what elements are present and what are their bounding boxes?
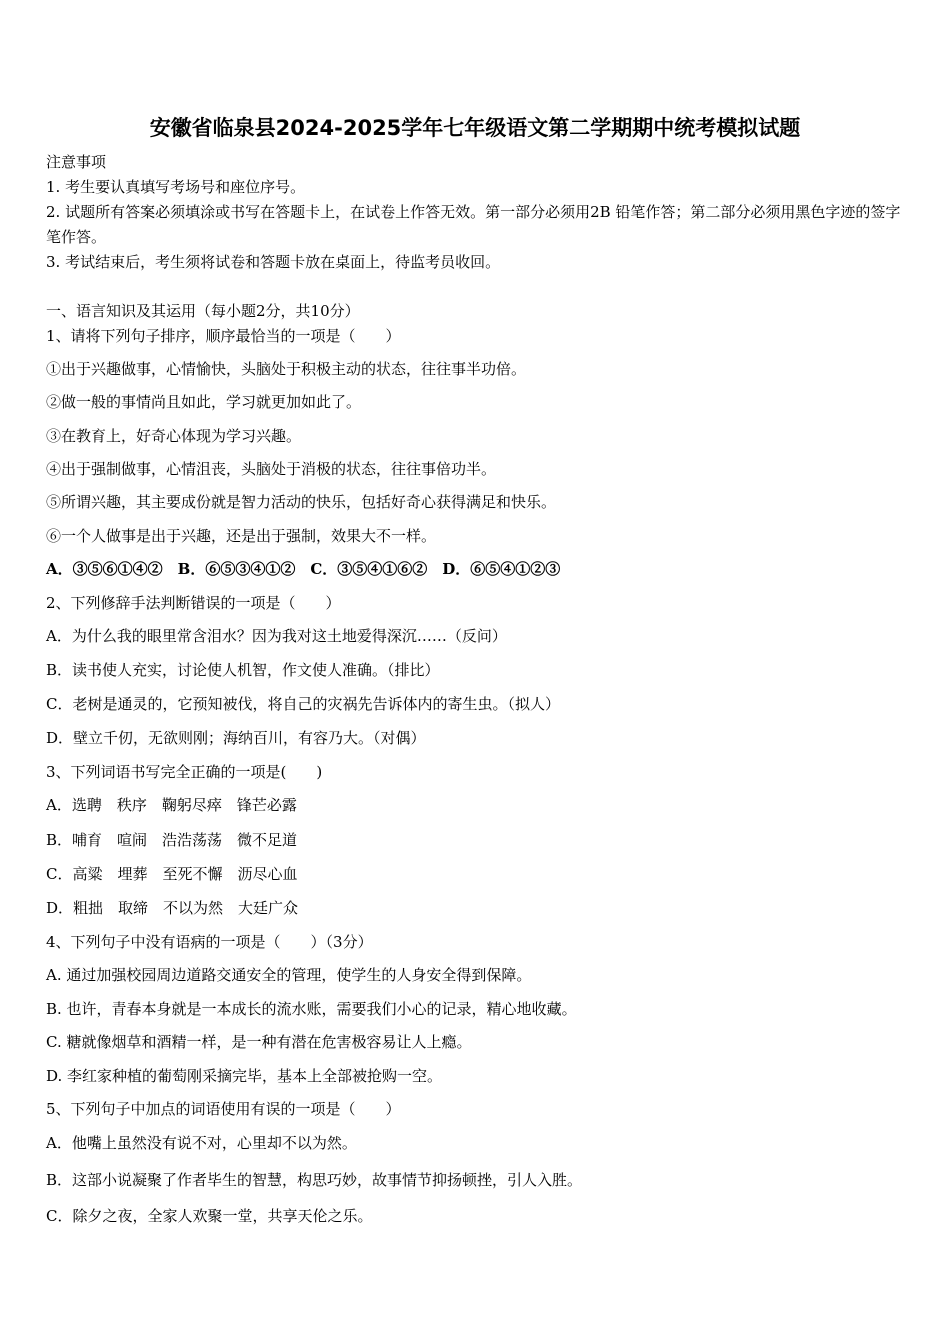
notice-item: 1. 考生要认真填写考场号和座位序号。 <box>46 178 306 196</box>
option-item: A．选聘 秩序 鞠躬尽瘁 锋芒必露 <box>46 796 297 814</box>
notice-heading: 注意事项 <box>46 153 107 171</box>
sentence-item: ⑤所谓兴趣，其主要成份就是智力活动的快乐，包括好奇心获得满足和快乐。 <box>46 493 557 511</box>
sentence-item: ④出于强制做事，心情沮丧，头脑处于消极的状态，往往事倍功半。 <box>46 460 497 478</box>
page-title: 安徽省临泉县2024-2025学年七年级语文第二学期期中统考模拟试题 <box>149 116 801 140</box>
sentence-item: ⑥一个人做事是出于兴趣，还是出于强制，效果大不一样。 <box>46 527 437 545</box>
question-stem: 2、下列修辞手法判断错误的一项是（ ） <box>46 594 341 612</box>
option-item: D．壁立千仞，无欲则刚；海纳百川，有容乃大。（对偶） <box>46 729 426 747</box>
question-stem: 3、下列词语书写完全正确的一项是( ) <box>46 763 323 781</box>
option-item: C. 糖就像烟草和酒精一样，是一种有潜在危害极容易让人上瘾。 <box>46 1033 472 1051</box>
question-stem: 4、下列句子中没有语病的一项是（ ）（3分） <box>46 933 373 951</box>
option-item: B. 也许，青春本身就是一本成长的流水账，需要我们小心的记录，精心地收藏。 <box>46 1000 577 1018</box>
section-heading: 一、语言知识及其运用（每小题2分，共10分） <box>46 302 360 320</box>
option-item: B．哺育 喧闹 浩浩荡荡 微不足道 <box>46 831 298 849</box>
option-item: A．为什么我的眼里常含泪水？因为我对这土地爱得深沉……（反问） <box>46 627 507 645</box>
sentence-item: ①出于兴趣做事，心情愉快，头脑处于积极主动的状态，往往事半功倍。 <box>46 360 527 378</box>
option-item: D. 李红家种植的葡萄刚采摘完毕，基本上全部被抢购一空。 <box>46 1067 443 1085</box>
option-item: C．除夕之夜，全家人欢聚一堂，共享天伦之乐。 <box>46 1207 373 1225</box>
option-item: B．这部小说凝聚了作者毕生的智慧，构思巧妙，故事情节抑扬顿挫，引人入胜。 <box>46 1171 583 1189</box>
option-item: A. 通过加强校园周边道路交通安全的管理，使学生的人身安全得到保障。 <box>46 966 532 984</box>
notice-item: 2. 试题所有答案必须填涂或书写在答题卡上，在试卷上作答无效。第一部分必须用2B 铅笔作答；第二部分必须用黑色字迹的签字笔作答。 <box>46 203 901 246</box>
answer-options: A．③⑤⑥①④② B．⑥⑤③④①② C．③⑤④①⑥② D．⑥⑤④①②③ <box>46 560 561 578</box>
notice-item: 3. 考试结束后，考生须将试卷和答题卡放在桌面上，待监考员收回。 <box>46 253 501 271</box>
option-item: C．高粱 埋葬 至死不懈 沥尽心血 <box>46 865 298 883</box>
sentence-item: ②做一般的事情尚且如此，学习就更加如此了。 <box>46 393 362 411</box>
sentence-item: ③在教育上，好奇心体现为学习兴趣。 <box>46 427 302 445</box>
option-item: C．老树是通灵的，它预知被伐，将自己的灾祸先告诉体内的寄生虫。（拟人） <box>46 695 560 713</box>
option-item: D．粗拙 取缔 不以为然 大廷广众 <box>46 899 299 917</box>
question-stem: 1、请将下列句子排序，顺序最恰当的一项是（ ） <box>46 327 401 345</box>
question-stem: 5、下列句子中加点的词语使用有误的一项是（ ） <box>46 1100 401 1118</box>
option-item: A．他嘴上虽然没有说不对，心里却不以为然。 <box>46 1134 357 1152</box>
option-item: B．读书使人充实，讨论使人机智，作文使人准确。（排比） <box>46 661 440 679</box>
